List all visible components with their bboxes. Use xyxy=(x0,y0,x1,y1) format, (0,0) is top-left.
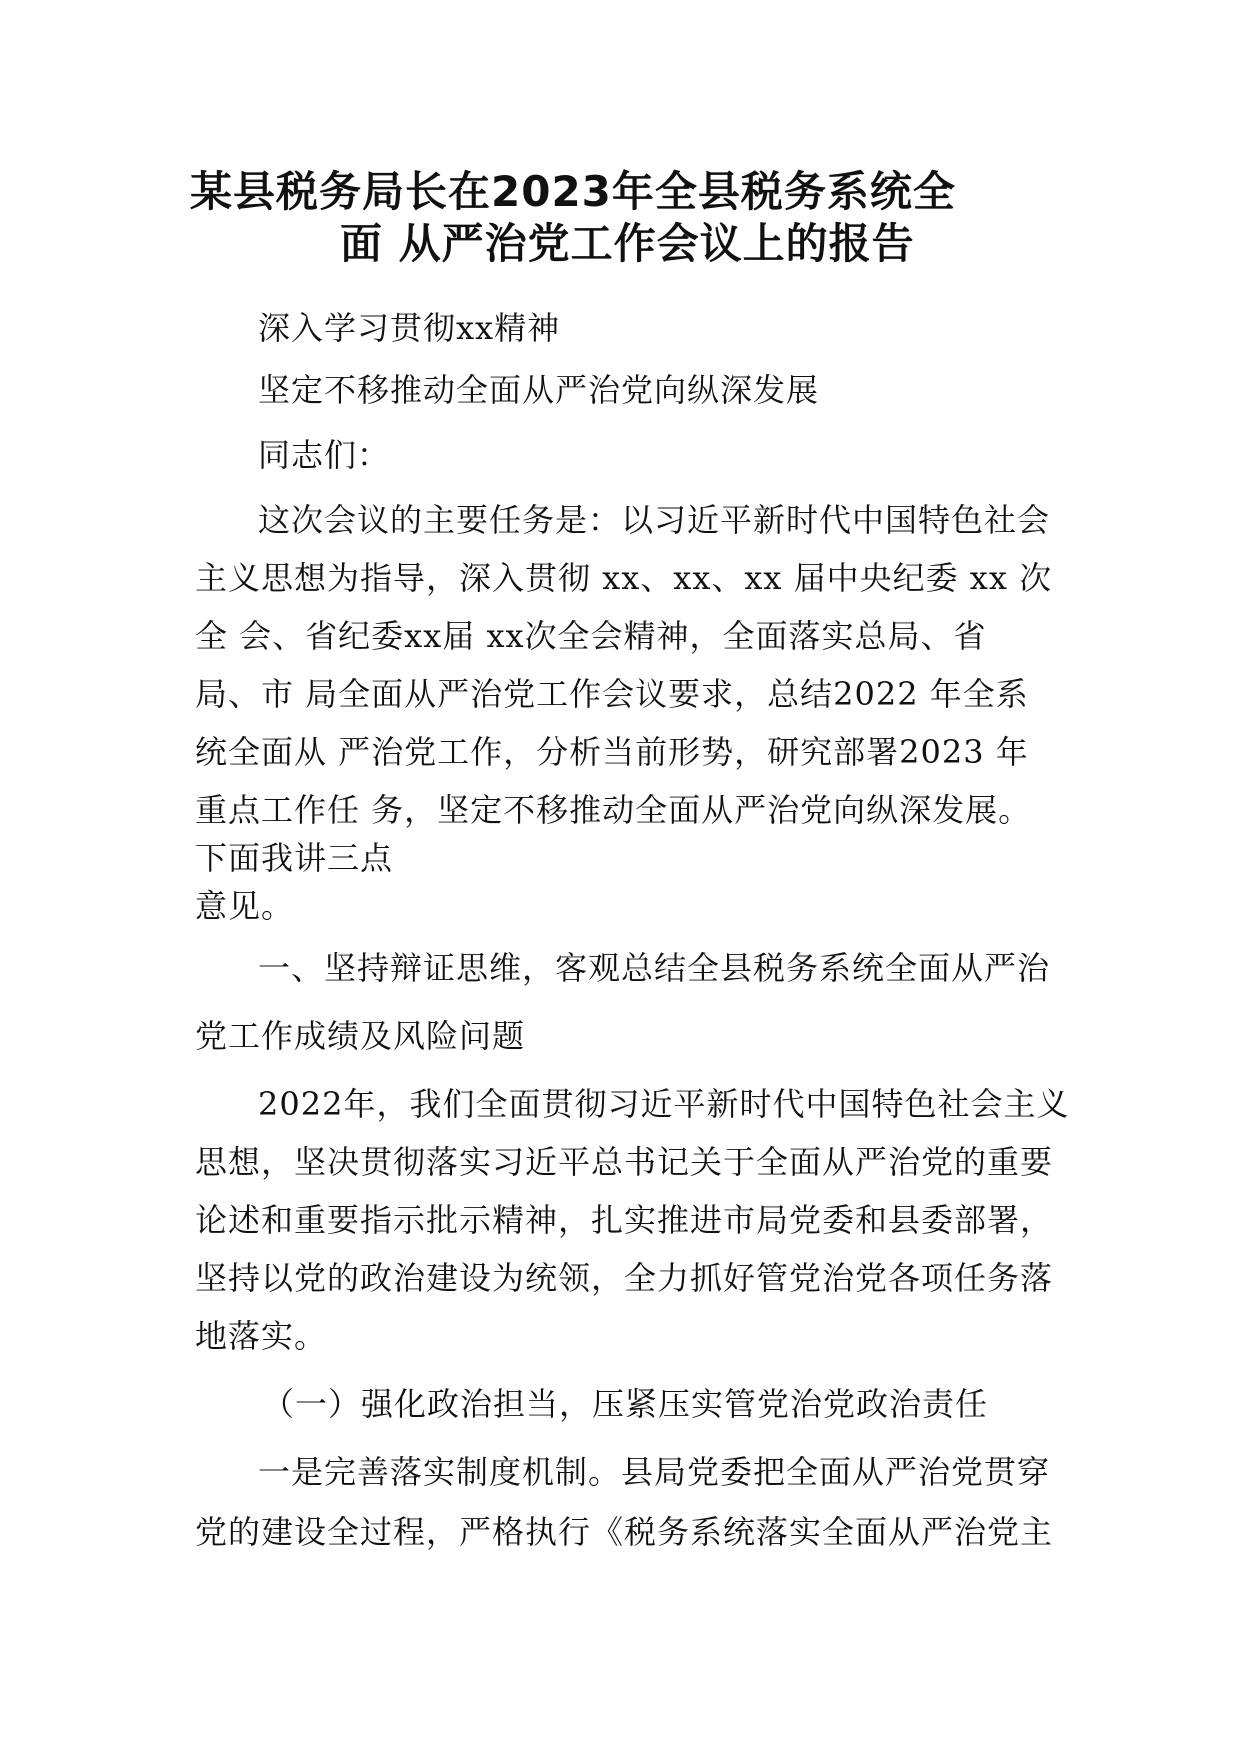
paragraph-1-line: 这次会议的主要任务是：以习近平新时代中国特色社会 xyxy=(258,501,1051,539)
subsection-heading-1: （一）强化政治担当，压紧压实管党治党政治责任 xyxy=(262,1385,989,1423)
section-heading-1: 一、坚持辩证思维，客观总结全县税务系统全面从严治 xyxy=(258,949,1051,987)
paragraph-2-line: 地落实。 xyxy=(195,1317,328,1355)
paragraph-1-line: 重点工作任 务，坚定不移推动全面从严治党向纵深发展。 xyxy=(195,791,1032,829)
paragraph-2-line: 论述和重要指示批示精神，扎实推进市局党委和县委部署， xyxy=(195,1201,1054,1239)
paragraph-2-line: 思想，坚决贯彻落实习近平总书记关于全面从严治党的重要 xyxy=(195,1143,1054,1181)
paragraph-3-line: 党的建设全过程，严格执行《税务系统落实全面从严治党主 xyxy=(195,1513,1054,1551)
paragraph-1-line: 局、市 局全面从严治党工作会议要求，总结2022 年全系 xyxy=(195,675,1029,713)
salutation: 同志们： xyxy=(258,436,391,474)
paragraph-1-line: 意见。 xyxy=(195,887,295,925)
document-title-line-2: 面 从严治党工作会议上的报告 xyxy=(340,219,915,268)
section-heading-1: 党工作成绩及风险问题 xyxy=(195,1017,526,1055)
paragraph-1-line: 下面我讲三点 xyxy=(195,839,394,877)
subtitle-2: 坚定不移推动全面从严治党向纵深发展 xyxy=(258,371,820,409)
paragraph-1-line: 统全面从 严治党工作，分析当前形势，研究部署2023 年 xyxy=(195,733,1029,771)
paragraph-2-line: 2022年，我们全面贯彻习近平新时代中国特色社会主义 xyxy=(258,1085,1070,1123)
document-title-line-1: 某县税务局长在2023年全县税务系统全 xyxy=(190,167,956,216)
paragraph-3-line: 一是完善落实制度机制。县局党委把全面从严治党贯穿 xyxy=(258,1453,1051,1491)
paragraph-1-line: 全 会、省纪委xx届 xx次全会精神，全面落实总局、省 xyxy=(195,617,987,655)
subtitle-1: 深入学习贯彻xx精神 xyxy=(258,309,561,347)
paragraph-2-line: 坚持以党的政治建设为统领，全力抓好管党治党各项任务落 xyxy=(195,1259,1054,1297)
paragraph-1-line: 主义思想为指导，深入贯彻 xx、xx、xx 届中央纪委 xx 次 xyxy=(195,559,1053,597)
